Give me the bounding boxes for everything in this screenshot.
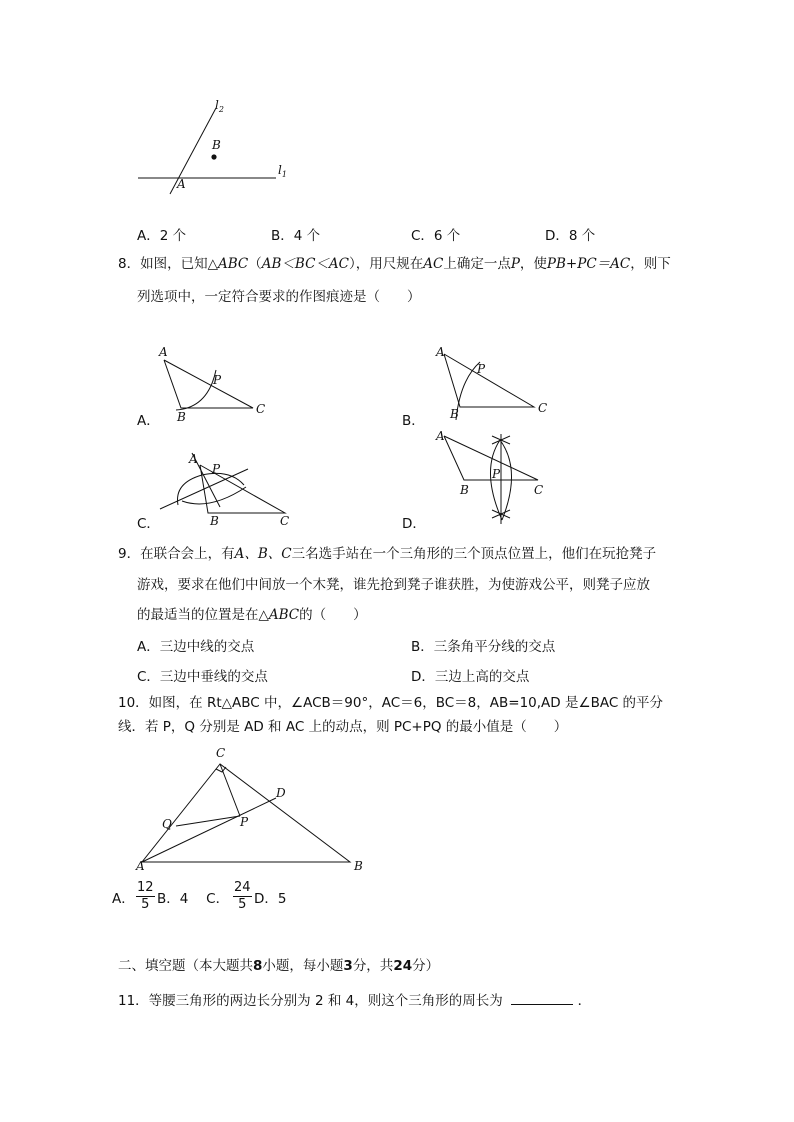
q7-option-d: D．8 个 [545,228,596,244]
q10-label-c: C [216,746,226,760]
q8a-label-b: B [177,410,186,424]
q8-option-d-label: D． [402,516,426,532]
q8d-label-c: C [534,483,544,497]
q8a-label-c: C [256,402,266,416]
q10-stem-line2: 线．若 P，Q 分别是 AD 和 AC 上的动点，则 PC+PQ 的最小值是（ ） [118,719,568,735]
answer-blank[interactable] [511,990,573,1005]
fraction-denominator: 5 [238,897,247,912]
q8-option-b-label: B． [402,413,425,429]
q9-option-d: D．三边上高的交点 [411,669,530,685]
q7-option-a: A．2 个 [137,228,187,244]
q10-label-q: Q [162,817,172,831]
fraction-numerator: 24 [234,880,251,895]
q8a-label-a: A [159,345,168,359]
q10-stem-line1: 10．如图，在 Rt△ABC 中，∠ACB＝90°，AC＝6，BC＝8，AB=10,AD 是∠BAC 的平分 [118,695,664,711]
q8d-label-p: P [492,467,501,481]
point-b [211,154,216,159]
q10-option-c-fraction [233,880,252,913]
q8-stem-line2: 列选项中，一定符合要求的作图痕迹是（ ） [137,289,421,305]
q8c-label-a: A [189,452,198,466]
q7-option-c: C．6 个 [411,228,461,244]
q8b-label-c: C [538,401,548,415]
q11-stem: 11．等腰三角形的两边长分别为 2 和 4，则这个三角形的周长为 ． [118,990,591,1010]
label-l2: $l_2$ [215,98,224,114]
label-a: A [177,177,186,191]
q9-stem-line2: 游戏，要求在他们中间放一个木凳，谁先抢到凳子谁获胜，为使游戏公平，则凳子应放 [137,577,650,593]
q9-option-b: B．三条角平分线的交点 [411,639,556,655]
q8d-label-a: A [436,429,445,443]
q8-option-c-label: C． [137,516,160,532]
q10-option-a-label: A． [112,891,135,907]
section-2-heading: 二、填空题（本大题共8小题，每小题3分，共24分） [118,958,440,974]
q10-label-p: P [240,815,249,829]
q7-option-b: B．4 个 [271,228,321,244]
q8-option-a-label: A． [137,413,160,429]
q8c-label-p: P [212,462,221,476]
q9-stem-line1: 9．在联合会上，有A、B、C三名选手站在一个三角形的三个顶点位置上，他们在玩抢凳子 [118,546,657,562]
q8a-label-p: P [213,373,222,387]
q8-figure-d [430,428,560,528]
q8b-label-b: B [450,407,459,421]
q10-label-a: A [136,859,145,873]
q8b-label-a: A [436,345,445,359]
q8-figure-b [430,340,560,425]
fraction-numerator: 12 [137,880,154,895]
q9-stem-line3: 的最适当的位置是在△ABC的（ ） [137,607,367,623]
q10-option-d: D．5 [254,891,287,907]
q8c-label-b: B [210,514,219,528]
q9-option-c: C．三边中垂线的交点 [137,669,268,685]
q8d-label-b: B [460,483,469,497]
q8-figure-a [150,340,280,425]
q10-option-b-c-label: B．4 C． [157,891,230,907]
q10-option-a-fraction [136,880,155,913]
q8b-label-p: P [477,362,486,376]
q10-label-b: B [354,859,363,873]
q8-figure-c [150,445,290,530]
q10-figure [130,742,380,877]
q7-figure [130,98,300,196]
q8c-label-c: C [280,514,290,528]
fraction-denominator: 5 [141,897,150,912]
label-l1: $l_1$ [278,163,287,179]
label-b: B [212,138,221,152]
segment-qp [176,816,240,826]
q10-label-d: D [276,786,286,800]
q9-option-a: A．三边中线的交点 [137,639,255,655]
q8-stem-line1: 8．如图，已知△ABC（AB＜BC＜AC），用尺规在AC上确定一点P，使PB+PC＝AC，则下 [118,256,671,272]
